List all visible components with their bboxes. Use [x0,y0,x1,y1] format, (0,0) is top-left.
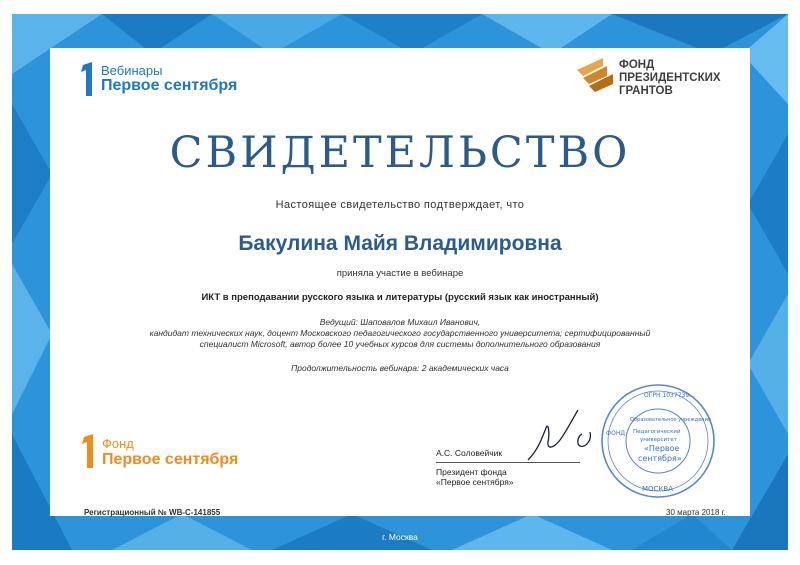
signer-name: А.С. Соловейчик [436,448,503,458]
stamp-side: ФОНД [606,430,626,437]
lead-line-2: кандидат технических наук, доцент Московского педагогического государственного университета; сертифицированный [149,328,651,338]
issue-date: 30 марта 2018 г. [666,508,726,517]
fpg-logo-text [619,59,721,98]
participation-text: приняла участие в вебинаре [336,268,464,279]
lead-line-1: Ведущий: Шаповалов Михаил Иванович, [319,317,481,327]
handwritten-signature [520,398,610,468]
registration-number: Регистрационный № WB-С-141855 [84,508,221,517]
fond-logo-line1: Фонд [102,436,134,451]
webinar-title: ИКТ в преподавании русского языка и литературы (русский язык как иностранный) [201,292,599,303]
issue-city: г. Москва [382,532,418,542]
webinar-duration: Продолжительность вебинара: 2 академических часа [291,363,509,373]
organization-stamp [600,383,716,499]
webinars-logo-line2: Первое сентября [101,77,238,94]
certificate-subtitle: Настоящее свидетельство подтверждает, что [275,199,525,211]
number-one-icon [80,62,95,96]
stamp-center-4: сентября» [638,454,682,463]
fpg-line3: ГРАНТОВ [619,85,673,97]
fpg-mark-icon [573,56,617,96]
stamp-center-3: «Первое [644,444,680,453]
lead-line-3: специалист Microsoft, автор более 10 учебных курсов для системы дополнительного образования [199,339,601,349]
stamp-org: Образовательное учреждение [630,417,711,423]
stamp-center-1: Педагогический [633,429,681,435]
signer-position-2: «Первое сентября» [436,477,514,487]
stamp-center-2: университет [640,437,677,443]
fond-logo-line2: Первое сентября [102,451,239,468]
signer-position-1: Президент фонда [436,467,507,477]
fpg-line2: ПРЕЗИДЕНТСКИХ [619,72,721,84]
webinars-logo-line1: Вебинары [101,63,163,78]
fpg-line1: ФОНД [619,59,655,71]
stamp-ogrn: ОГРН 1037739… [644,392,696,399]
stamp-city: МОСКВА [642,485,673,493]
recipient-name: Бакулина Майя Владимировна [238,232,562,255]
certificate-title: СВИДЕТЕЛЬСТВО [169,128,631,178]
number-one-icon [81,434,96,468]
